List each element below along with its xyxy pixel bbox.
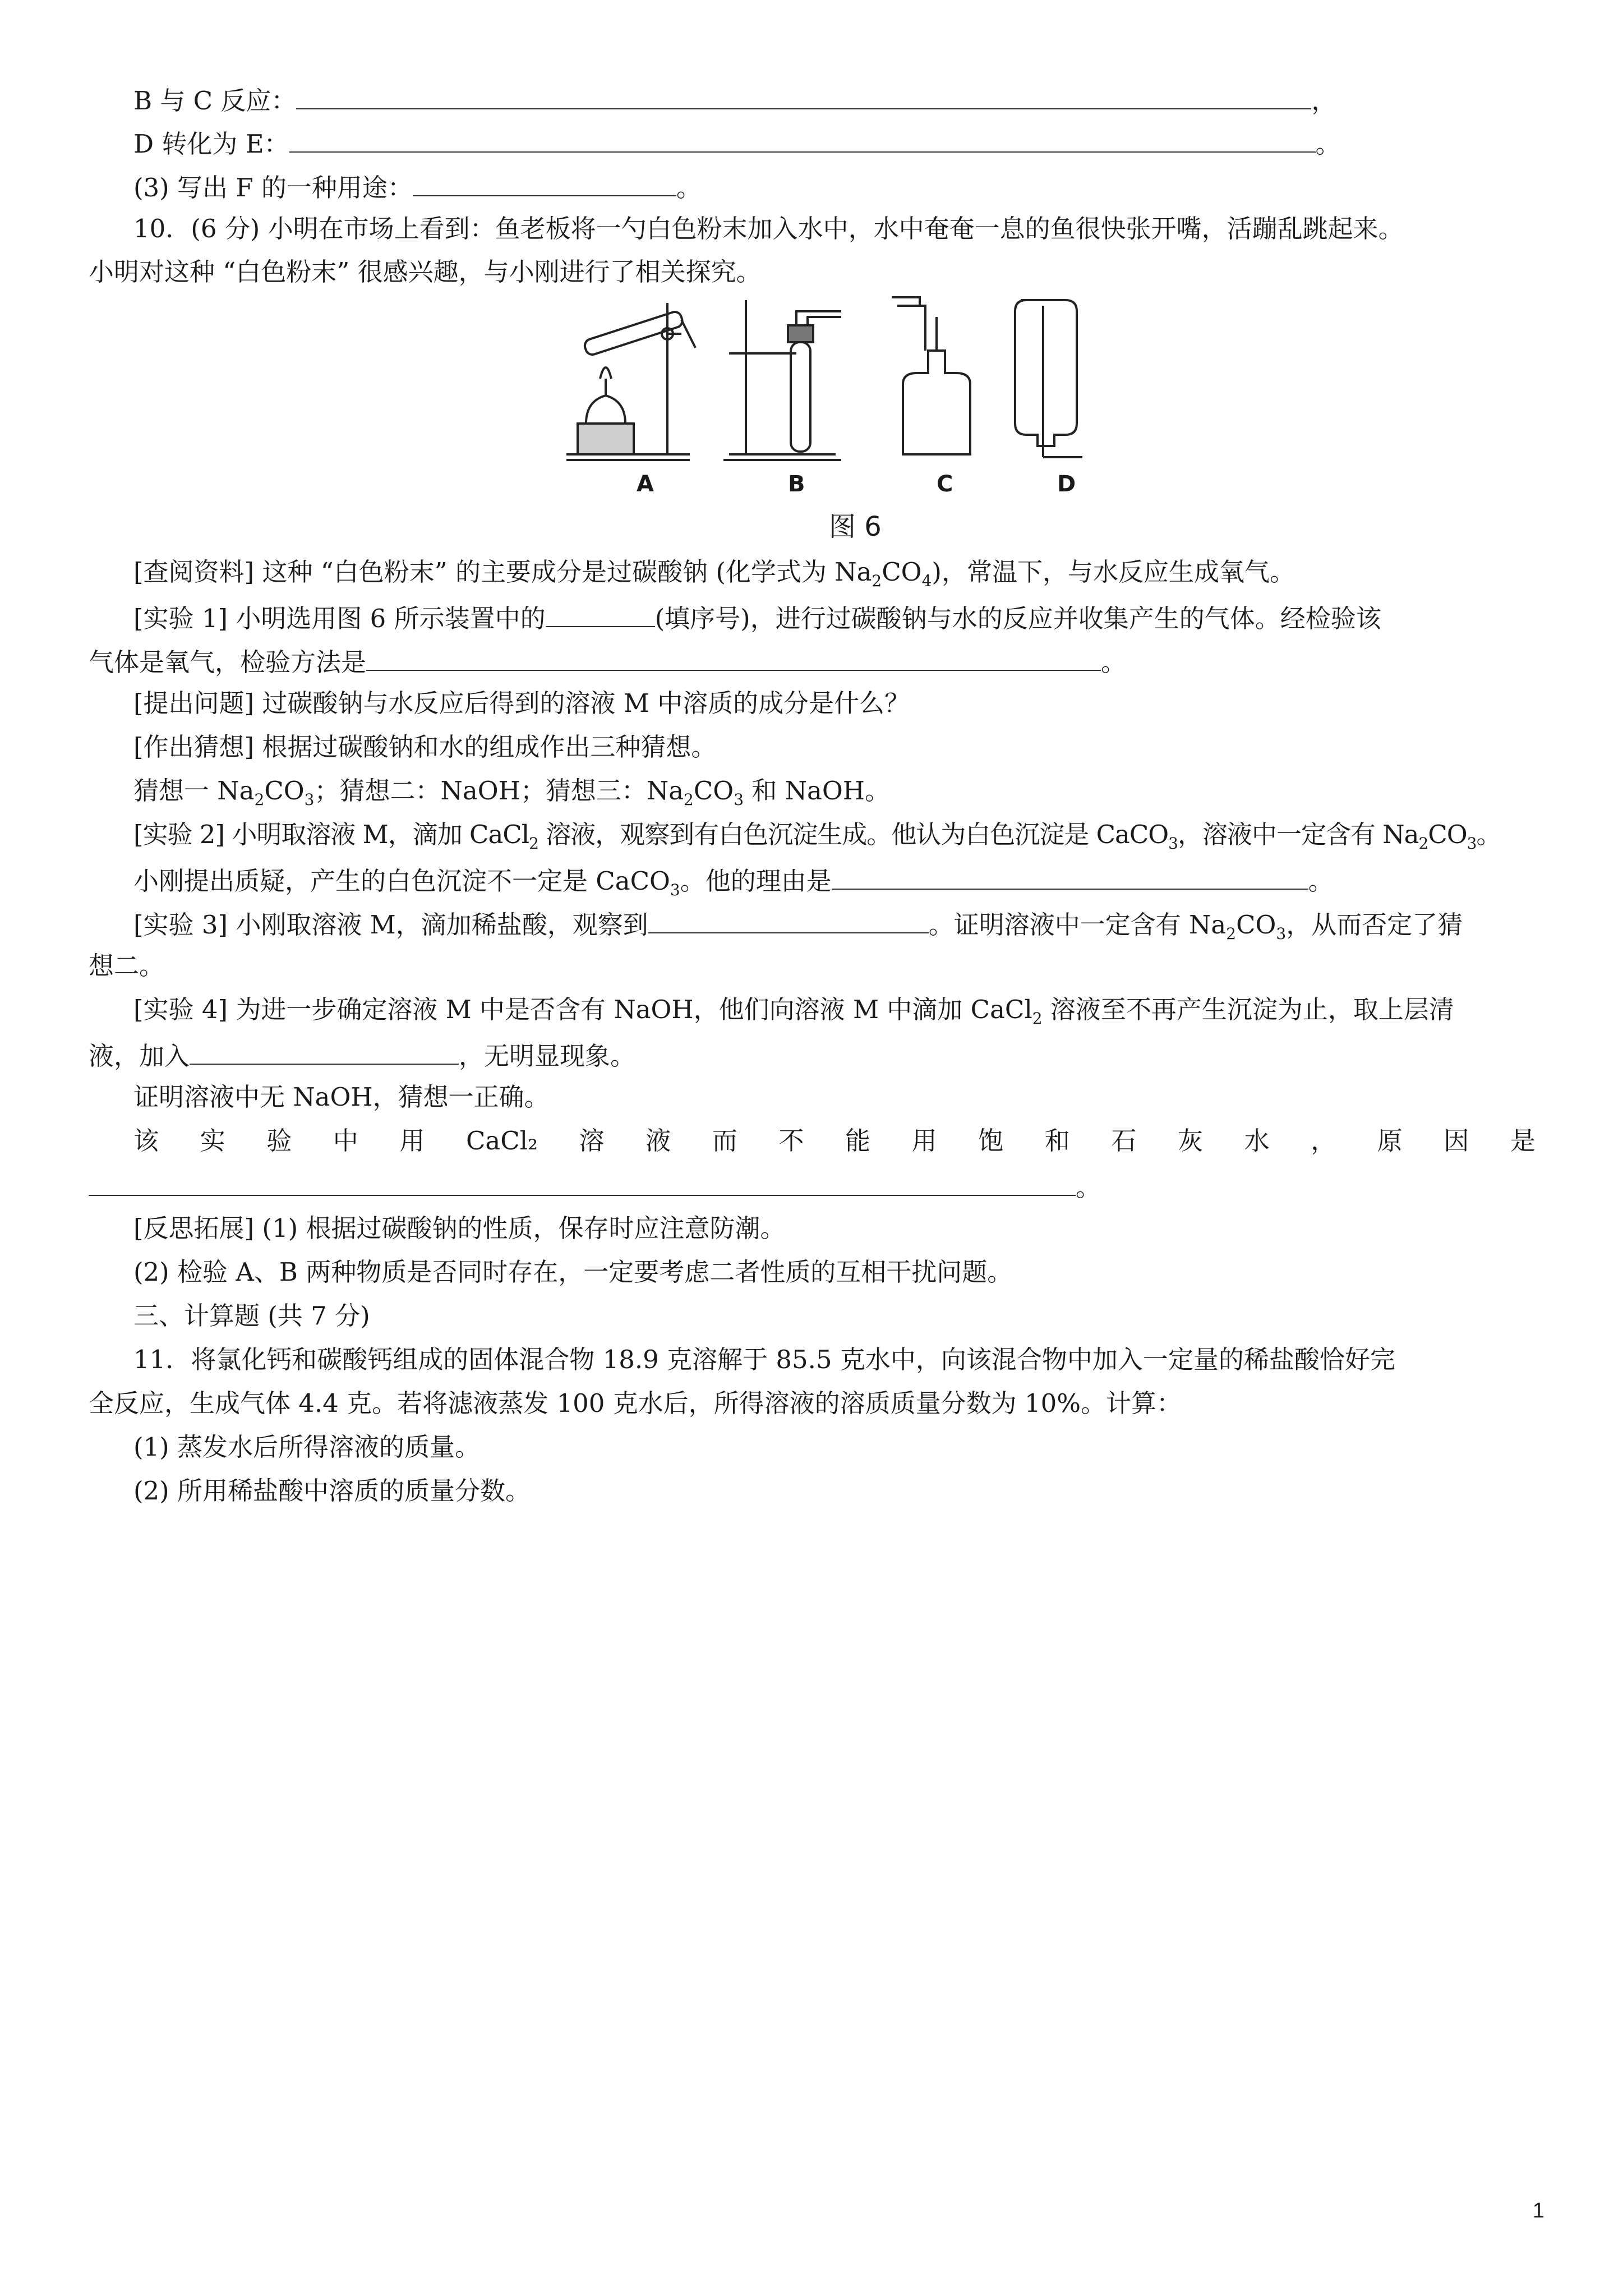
word: 溶 [579, 1126, 605, 1156]
punct: 。 [1076, 1172, 1101, 1202]
subscript: 3 [670, 881, 680, 899]
q10-exp2-line-2 [133, 862, 1334, 907]
spread-words [133, 1124, 1536, 1158]
word: 因 [1444, 1126, 1469, 1156]
subscript: 2 [254, 790, 265, 809]
figure-label-d: D [1057, 471, 1076, 497]
figure-label-b: B [788, 471, 805, 497]
text: 。他的理由是 [680, 866, 832, 896]
exp1-method-blank[interactable] [366, 643, 1101, 671]
word: 能 [845, 1126, 871, 1156]
word: 实 [200, 1126, 225, 1156]
word: 是 [1510, 1126, 1536, 1156]
subscript: 4 [921, 572, 932, 590]
subscript: 2 [872, 572, 882, 590]
text: CO [1428, 820, 1467, 849]
word: 中 [333, 1126, 358, 1156]
q9-bc-label: B 与 C 反应： [133, 86, 297, 116]
q10-exp2-line-1 [133, 818, 1501, 861]
q10-info-line [133, 555, 1295, 598]
text: ，溶液中一定含有 Na [1177, 820, 1419, 849]
q10-spread-line [133, 1124, 1536, 1158]
punct: 。 [1308, 866, 1334, 896]
text: CO [882, 557, 922, 587]
text: 溶液，观察到有白色沉淀生成。他认为白色沉淀是 CaCO [538, 820, 1169, 849]
word: 饱 [978, 1126, 1004, 1156]
text: )，常温下，与水反应生成氧气。 [932, 557, 1295, 587]
subscript: 3 [734, 790, 744, 809]
q10-exp1-line-1 [133, 599, 1381, 636]
punct: 。 [676, 173, 702, 203]
q10-exp1-line-2 [89, 643, 1126, 679]
text: CO [1236, 910, 1276, 940]
text: [实验 1] 小明选用图 6 所示装置中的 [133, 604, 546, 633]
text: ，从而否定了猜 [1286, 910, 1463, 940]
word: 和 [1044, 1126, 1070, 1156]
q11-part-2: (2) 所用稀盐酸中溶质的质量分数。 [133, 1476, 531, 1506]
q10-reason-line [89, 1168, 1101, 1204]
text: 液，加入 [89, 1041, 190, 1071]
apparatus-a [566, 303, 695, 460]
punct: 。 [1315, 129, 1341, 159]
punct: 。 [1476, 820, 1501, 849]
text: 猜想一 Na [133, 776, 255, 806]
apparatus-d [1015, 300, 1082, 457]
subscript: 3 [304, 790, 315, 809]
punct: 。 [1101, 647, 1127, 677]
q9-de-label: D 转化为 E： [133, 129, 289, 159]
text: (填序号)，进行过碳酸钠与水的反应并收集产生的气体。经检验该 [654, 604, 1381, 633]
q10-exp3-line-2: 想二。 [89, 951, 165, 981]
apparatus-drawing [561, 295, 1144, 463]
q10-prove: 证明溶液中无 NaOH，猜想一正确。 [133, 1082, 550, 1112]
q9-p3-line [133, 168, 702, 205]
figure-caption: 图 6 [829, 511, 882, 542]
q10-guess-title: [作出猜想] 根据过碳酸钠和水的组成作出三种猜想。 [133, 732, 717, 762]
q10-question: [提出问题] 过碳酸钠与水反应后得到的溶液 M 中溶质的成分是什么？ [133, 688, 910, 718]
word: 不 [778, 1126, 804, 1156]
word: 原 [1377, 1126, 1403, 1156]
word: 灰 [1178, 1126, 1204, 1156]
reason-blank[interactable] [89, 1168, 1076, 1196]
figure-label-a: A [637, 471, 654, 497]
text: [实验 3] 小刚取溶液 M，滴加稀盐酸，观察到 [133, 910, 648, 940]
q10-exp4-line-2 [89, 1037, 635, 1073]
text: ，无明显现象。 [459, 1041, 636, 1071]
q10-intro-1: 10．(6 分) 小明在市场上看到：鱼老板将一勺白色粉末加入水中，水中奄奄一息的鱼很快张开嘴，活蹦乱跳起来。 [133, 214, 1404, 243]
figure-6-apparatus [561, 295, 1144, 508]
q9-de-blank[interactable] [289, 125, 1316, 153]
text: [实验 2] 小明取溶液 M，滴加 CaCl [133, 820, 529, 849]
q11-line-1: 11．将氯化钙和碳酸钙组成的固体混合物 18.9 克溶解于 85.5 克水中，向该混合物中加入一定量的稀盐酸恰好完 [133, 1345, 1395, 1374]
q11-line-2: 全反应，生成气体 4.4 克。若将滤液蒸发 100 克水后，所得溶液的溶质质量分数为 10%。计算： [89, 1388, 1182, 1418]
q10-intro-2: 小明对这种 “白色粉末” 很感兴趣，与小刚进行了相关探究。 [89, 257, 762, 287]
text: ；猜想二：NaOH；猜想三：Na [314, 776, 684, 806]
q9-bc-line [133, 81, 1336, 118]
text: 和 NaOH。 [744, 776, 890, 806]
word: 石 [1111, 1126, 1137, 1156]
text: [查阅资料] 这种 “白色粉末” 的主要成分是过碳酸钠 (化学式为 Na [133, 557, 872, 587]
apparatus-c [892, 297, 970, 454]
text: 溶液至不再产生沉淀为止，取上层清 [1042, 995, 1454, 1024]
word: 该 [133, 1126, 159, 1156]
q10-exp4-line-1 [133, 993, 1454, 1036]
q10-reflect-2: (2) 检验 A、B 两种物质是否同时存在，一定要考虑二者性质的互相干扰问题。 [133, 1257, 1013, 1287]
subscript: 3 [1168, 834, 1178, 853]
punct: ， [1311, 86, 1337, 116]
text: 小刚提出质疑，产生的白色沉淀不一定是 CaCO [133, 866, 670, 896]
word: 而 [712, 1126, 737, 1156]
page-number: 1 [1532, 2199, 1544, 2223]
q9-p3-label: (3) 写出 F 的一种用途： [133, 173, 413, 203]
word: 液 [645, 1126, 671, 1156]
figure-label-c: C [937, 471, 953, 497]
word: 验 [266, 1126, 292, 1156]
q9-de-line [133, 125, 1341, 161]
word: ， [1311, 1126, 1336, 1156]
subscript: 3 [1276, 924, 1287, 943]
word: 水 [1244, 1126, 1270, 1156]
text: CO [264, 776, 305, 806]
exp4-reagent-blank[interactable] [190, 1037, 459, 1065]
word: 用 [911, 1126, 937, 1156]
text: 气体是氧气，检验方法是 [89, 647, 367, 677]
subscript: 2 [684, 790, 694, 809]
q11-part-1: (1) 蒸发水后所得溶液的质量。 [133, 1432, 481, 1462]
subscript: 2 [1418, 834, 1428, 853]
text: CO [693, 776, 734, 806]
q9-bc-blank[interactable] [296, 81, 1311, 109]
subscript: 3 [1467, 834, 1477, 853]
apparatus-b [723, 300, 841, 460]
exp2-reason-blank[interactable] [832, 862, 1308, 890]
q10-exp3-line-1 [133, 905, 1463, 951]
exp1-device-blank[interactable] [546, 599, 655, 627]
word: 用 [399, 1126, 425, 1156]
word: CaCl₂ [465, 1126, 538, 1156]
exp3-observe-blank[interactable] [648, 905, 929, 933]
text: [实验 4] 为进一步确定溶液 M 中是否含有 NaOH，他们向溶液 M 中滴加 CaCl [133, 995, 1032, 1024]
q9-p3-blank[interactable] [413, 168, 676, 196]
section-3-title: 三、计算题 (共 7 分) [133, 1301, 370, 1331]
subscript: 2 [1226, 924, 1237, 943]
subscript: 2 [1032, 1009, 1043, 1028]
subscript: 2 [529, 834, 538, 853]
text: 。证明溶液中一定含有 Na [928, 910, 1227, 940]
q10-reflect-1: [反思拓展] (1) 根据过碳酸钠的性质，保存时应注意防潮。 [133, 1213, 786, 1243]
q10-guesses [133, 774, 890, 817]
